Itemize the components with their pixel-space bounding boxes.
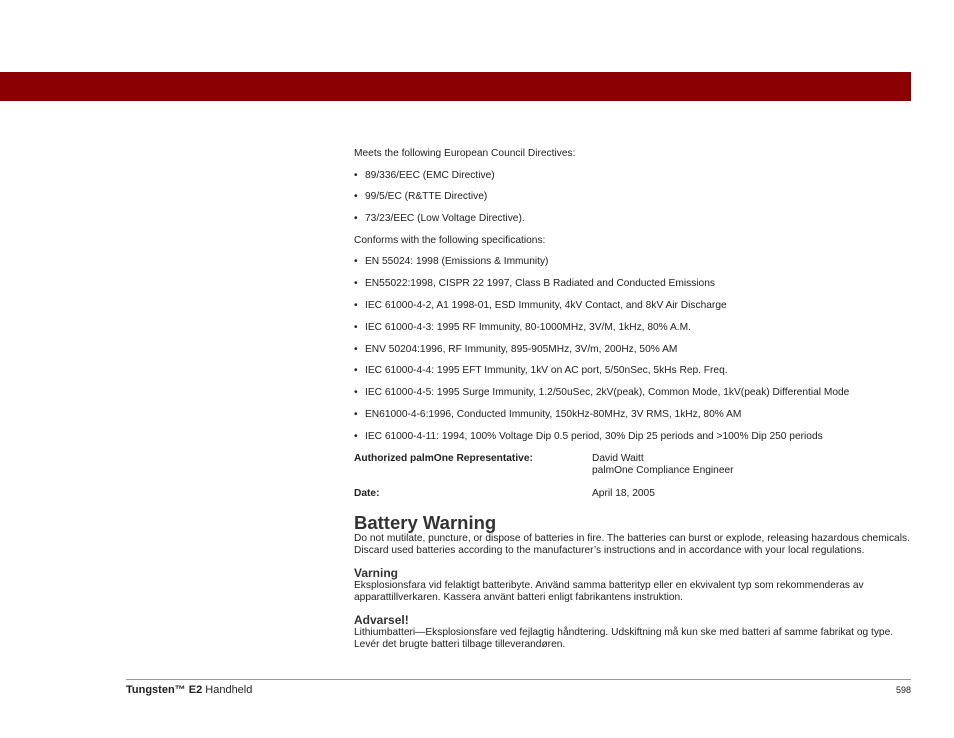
advarsel-heading: Advarsel!: [354, 612, 409, 627]
list-item: • IEC 61000-4-11: 1994, 100% Voltage Dip 0.5 period, 30% Dip 25 periods and >100% Dip 250 periods: [354, 430, 823, 442]
battery-warning-heading: Battery Warning: [354, 511, 497, 533]
footer-product: [126, 684, 252, 696]
page-content: [354, 148, 910, 651]
bullet-icon: •: [354, 191, 358, 203]
representative-label: Authorized palmOne Representative:: [354, 452, 533, 464]
representative-row: [354, 453, 910, 477]
list-item: • ENV 50204:1996, RF Immunity, 895-905MHz, 3V/m, 200Hz, 50% AM: [354, 343, 678, 355]
bullet-icon: •: [354, 169, 358, 181]
list-item: • IEC 61000-4-3: 1995 RF Immunity, 80-1000MHz, 3V/M, 1kHz, 80% A.M.: [354, 321, 691, 333]
list-item: • EN55022:1998, CISPR 22 1997, Class B Radiated and Conducted Emissions: [354, 278, 715, 290]
list-item: • IEC 61000-4-2, A1 1998-01, ESD Immunity, 4kV Contact, and 8kV Air Discharge: [354, 299, 727, 311]
bullet-icon: •: [354, 299, 358, 311]
varning-text: Eksplosionsfara vid felaktigt batteribyte. Använd samma batterityp eller en ekvivalent typ som rekommenderas av apparattillverkaren. Kassera använt batteri enligt fabrikantens instruktion.: [354, 579, 864, 603]
bullet-icon: •: [354, 321, 358, 333]
bullet-icon: •: [354, 343, 358, 355]
list-item: • IEC 61000-4-5: 1995 Surge Immunity, 1.2/50uSec, 2kV(peak), Common Mode, 1kV(peak) Differential Mode: [354, 387, 850, 399]
page-number: 598: [895, 685, 911, 695]
battery-warning-text: Do not mutilate, puncture, or dispose of batteries in fire. The batteries can burst or explode, releasing hazardous chemicals. Discard used batteries according to the manufacturer’s instructions and in accordance with your local regulations.: [354, 532, 910, 556]
representative-name: David Waitt: [592, 452, 644, 464]
bullet-icon: •: [354, 365, 358, 377]
bullet-icon: •: [354, 408, 358, 420]
bullet-icon: •: [354, 278, 358, 290]
advarsel-text: Lithiumbatteri—Eksplosionsfare ved fejlagtig håndtering. Udskiftning må kun ske med batteri af samme fabrikat og type. Levér det brugte batteri tilbage tilleverandøren.: [354, 626, 894, 650]
specs-list: [354, 256, 910, 442]
bullet-icon: •: [354, 213, 358, 225]
date-value: April 18, 2005: [592, 487, 655, 499]
directives-intro: Meets the following European Council Directives:: [354, 148, 576, 159]
list-item: • 73/23/EEC (Low Voltage Directive).: [354, 213, 525, 225]
bullet-icon: •: [354, 256, 358, 268]
specs-intro: Conforms with the following specifications:: [354, 234, 546, 246]
list-item: • 99/5/EC (R&TTE Directive): [354, 191, 488, 203]
representative-value: [592, 453, 734, 477]
varning-heading: Varning: [354, 565, 399, 580]
date-label: Date:: [354, 487, 380, 499]
bullet-icon: •: [354, 430, 358, 442]
directives-list: [354, 170, 910, 226]
list-item: • IEC 61000-4-4: 1995 EFT Immunity, 1kV on AC port, 5/50nSec, 5kHs Rep. Freq.: [354, 365, 728, 377]
list-item: • EN61000-4-6:1996, Conducted Immunity, 150kHz-80MHz, 3V RMS, 1kHz, 80% AM: [354, 408, 742, 420]
list-item: • 89/336/EEC (EMC Directive): [354, 169, 495, 181]
date-row: [354, 488, 910, 500]
representative-title: palmOne Compliance Engineer: [592, 464, 734, 476]
product-suffix: Handheld: [205, 684, 253, 696]
bullet-icon: •: [354, 387, 358, 399]
list-item: • EN 55024: 1998 (Emissions & Immunity): [354, 256, 549, 268]
header-bar: [0, 72, 911, 101]
product-name: Tungsten™ E2: [126, 684, 203, 696]
footer-divider: [126, 679, 911, 680]
